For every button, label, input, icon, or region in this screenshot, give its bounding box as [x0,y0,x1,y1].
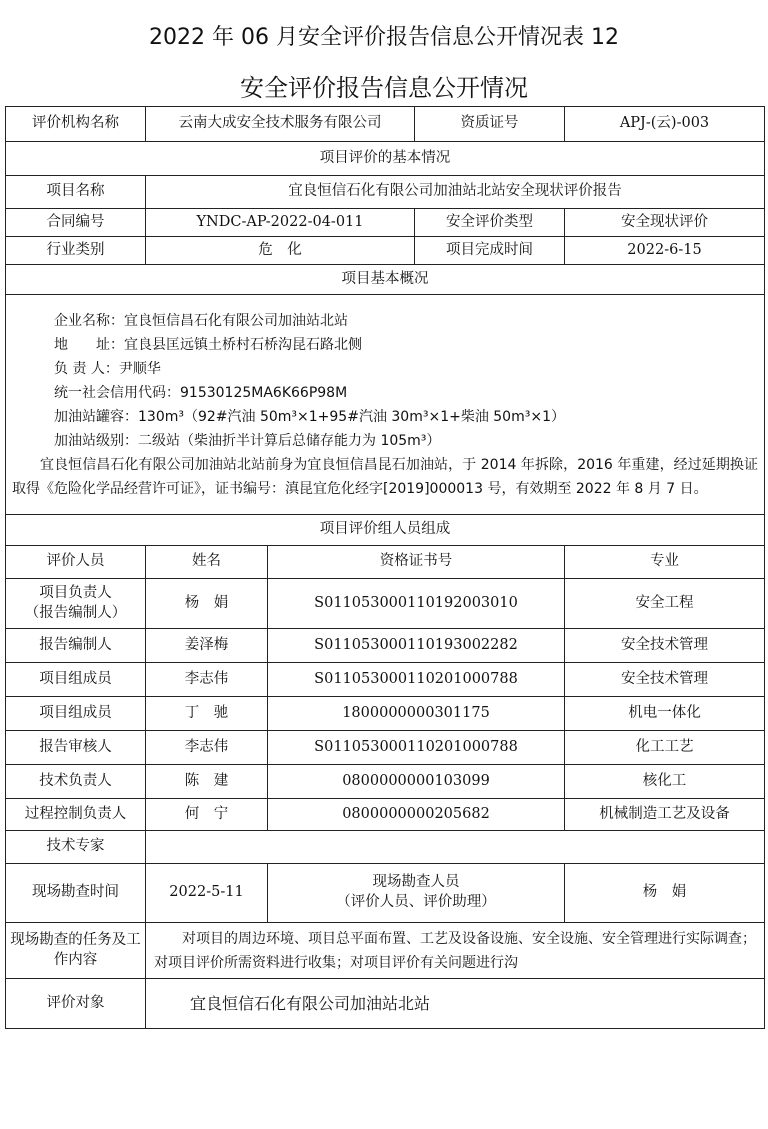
member-cert: 1800000000301175 [268,697,565,731]
member-cert: 0800000000205682 [268,799,565,831]
member-role: 过程控制负责人 [6,799,146,831]
member-name: 姜泽梅 [146,629,268,663]
table-row [6,799,765,831]
contract-label: 合同编号 [6,209,146,237]
member-major: 安全技术管理 [565,629,765,663]
member-name: 何 宁 [146,799,268,831]
member-major: 安全工程 [565,579,765,629]
project-name: 宜良恒信石化有限公司加油站北站安全现状评价报告 [146,176,765,209]
member-major: 核化工 [565,765,765,799]
object-label: 评价对象 [6,979,146,1029]
eval-type-label: 安全评价类型 [415,209,565,237]
team-header: 评价人员 [6,546,146,579]
org-label: 评价机构名称 [6,107,146,142]
member-role-line: 项目负责人 [39,584,112,601]
object-row [6,979,765,1029]
task-label: 现场勘查的任务及工作内容 [6,923,146,979]
survey-staff-label-line: 现场勘查人员 [372,874,460,891]
member-role: 报告编制人 [6,629,146,663]
survey-time-value: 2022-5-11 [146,864,268,923]
industry: 危 化 [146,237,415,265]
overview-line: 统一社会信用代码：91530125MA6K66P98M [54,384,348,401]
member-major: 机械制造工艺及设备 [565,799,765,831]
survey-time-label: 现场勘查时间 [6,864,146,923]
member-cert: 0800000000103099 [268,765,565,799]
expert-value [146,831,765,864]
eval-type: 安全现状评价 [565,209,765,237]
table-row [6,579,765,629]
team-header: 姓名 [146,546,268,579]
overview-body [6,295,765,515]
team-header-row [6,546,765,579]
member-role: 技术负责人 [6,765,146,799]
cert-label: 资质证号 [415,107,565,142]
member-major: 化工工艺 [565,731,765,765]
team-header: 资格证书号 [268,546,565,579]
table-row [6,731,765,765]
survey-staff-label-line: （评价人员、评价助理） [336,894,496,910]
org-value: 云南大成安全技术服务有限公司 [146,107,415,142]
team-header: 专业 [565,546,765,579]
task-text: 对项目的周边环境、项目总平面布置、工艺及设备设施、安全设施、安全管理进行实际调查；对项目评价所需资料进行收集；对项目评价有关问题进行沟 [146,923,765,979]
member-name: 丁 驰 [146,697,268,731]
project-name-label: 项目名称 [6,176,146,209]
cert-value: APJ-(云)-003 [565,107,765,142]
member-cert: S011053000110192003010 [268,579,565,629]
overview-line: 加油站级别：二级站（柴油折半计算后总储存能力为 105m³） [54,432,441,449]
industry-label: 行业类别 [6,237,146,265]
member-role: 报告审核人 [6,731,146,765]
survey-staff-label [268,864,565,923]
overview-line: 企业名称：宜良恒信昌石化有限公司加油站北站 [54,312,348,329]
task-row [6,923,765,979]
overview-line: 加油站罐容：130m³（92#汽油 50m³×1+95#汽油 30m³×1+柴油 50m³×1） [54,408,565,425]
member-role: 项目组成员 [6,663,146,697]
member-role [6,579,146,629]
table-row [6,765,765,799]
expert-row [6,831,765,864]
table-row [6,697,765,731]
page-title: 2022 年 06 月安全评价报告信息公开情况表 12 [149,25,619,50]
team-section-title: 项目评价组人员组成 [6,515,765,546]
member-major: 机电一体化 [565,697,765,731]
member-name: 李志伟 [146,731,268,765]
contract-no: YNDC-AP-2022-04-011 [146,209,415,237]
object-value: 宜良恒信石化有限公司加油站北站 [146,979,765,1029]
member-name: 陈 建 [146,765,268,799]
table-row [6,663,765,697]
page-subtitle: 安全评价报告信息公开情况 [240,74,528,102]
survey-row [6,864,765,923]
member-cert: S011053000110201000788 [268,731,565,765]
overview-section-title: 项目基本概况 [6,265,765,295]
member-name: 李志伟 [146,663,268,697]
overview-line: 地 址：宜良县匡远镇土桥村石桥沟昆石路北侧 [54,336,362,353]
member-major: 安全技术管理 [565,663,765,697]
expert-label: 技术专家 [6,831,146,864]
member-role: 项目组成员 [6,697,146,731]
survey-staff-value: 杨 娟 [565,864,765,923]
completion-date: 2022-6-15 [565,237,765,265]
table-row [6,629,765,663]
basic-section-title: 项目评价的基本情况 [6,142,765,176]
completion-label: 项目完成时间 [415,237,565,265]
overview-line: 负 责 人：尹顺华 [54,360,161,377]
member-cert: S011053000110201000788 [268,663,565,697]
member-role-line: （报告编制人） [24,604,127,621]
info-table [5,106,765,1029]
org-row [6,107,765,142]
overview-paragraph: 宜良恒信昌石化有限公司加油站北站前身为宜良恒信昌昆石加油站，于 2014 年拆除，2016 年重建，经过延期换证取得《危险化学品经营许可证》，证书编号：滇昆宜危化经字[2019]000013 号，有效期至 2022 年 8 月 7 日。 [12,456,758,497]
member-name: 杨 娟 [146,579,268,629]
member-cert: S011053000110193002282 [268,629,565,663]
